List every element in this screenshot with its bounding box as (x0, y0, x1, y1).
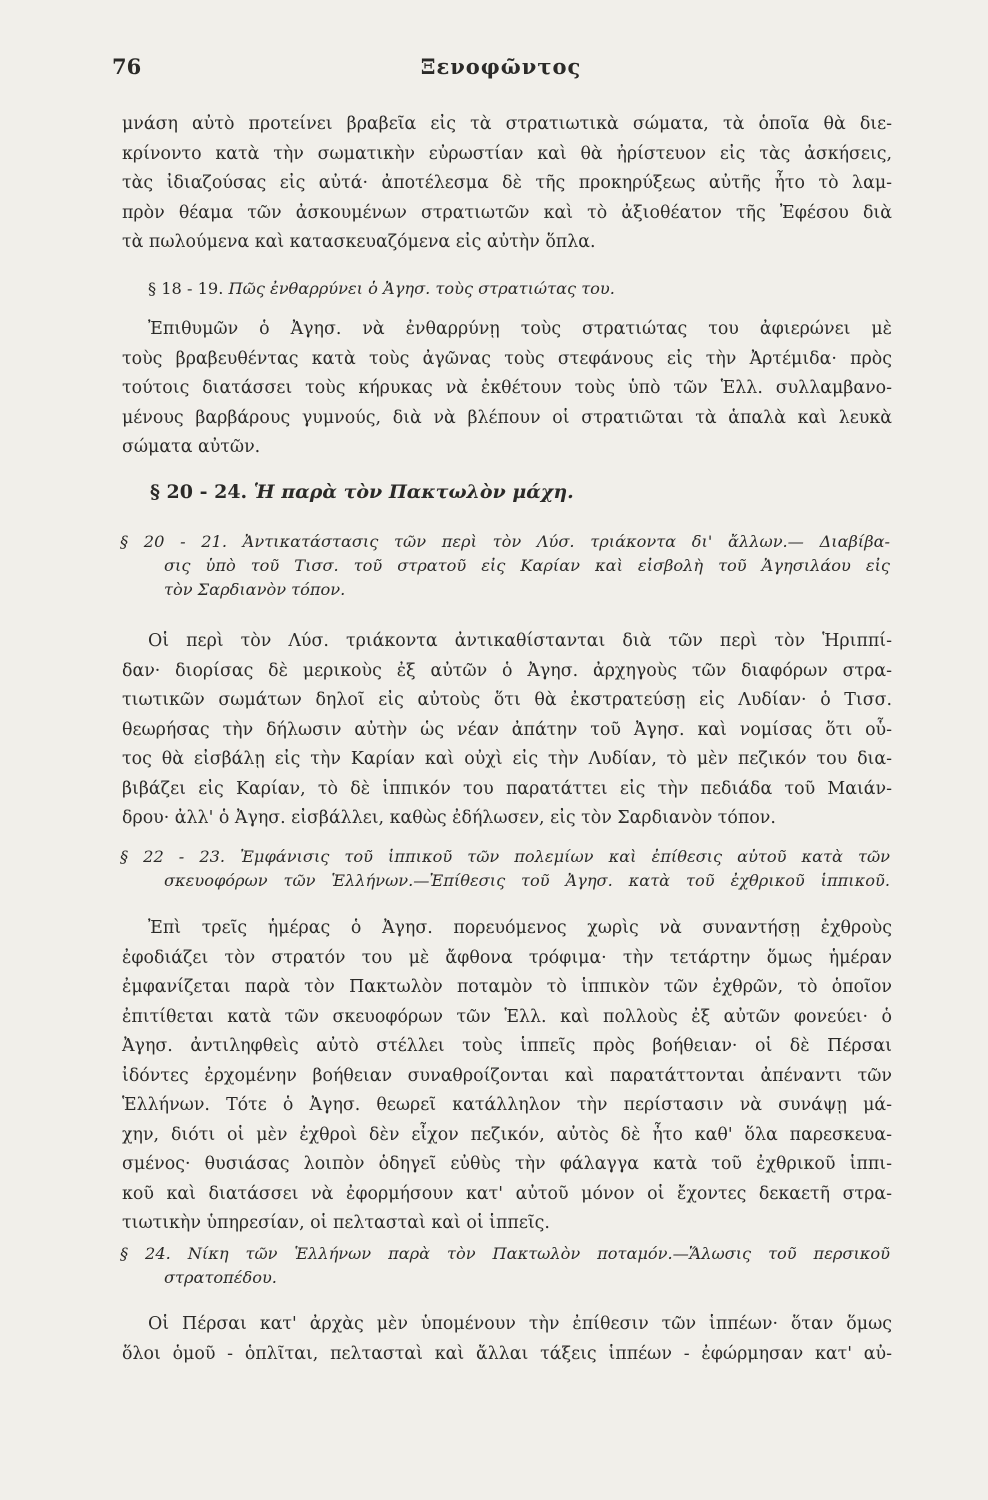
text-line: κοῦ καὶ διατάσσει νὰ ἐφορμήσουν κατ' αὐτοῦ μόνον οἱ ἔχοντες δεκαετῆ στρα- (122, 1183, 892, 1204)
text-line: Ἑλλήνων. Τότε ὁ Ἀγησ. θεωρεῖ κατάλληλον τὴν περίστασιν νὰ συνάψῃ μά- (122, 1095, 892, 1115)
text-line: μένους βαρβάρους γυμνούς, διὰ νὰ βλέπουν οἱ στρατιῶται τὰ ἁπαλὰ καὶ λευκὰ (122, 407, 892, 428)
text-line: τιωτικῶν σωμάτων δηλοῖ εἰς αὐτοὺς ὅτι θὰ ἐκστρατεύσῃ εἰς Λυδίαν· ὁ Τισσ. (122, 690, 892, 710)
paragraph-1 (122, 110, 892, 258)
text-line: ἐπιτίθεται κατὰ τῶν σκευοφόρων τῶν Ἑλλ. καὶ πολλοὺς ἐξ αὐτῶν φονεύει· ὁ (122, 1006, 892, 1027)
text-line: ὅλοι ὁμοῦ - ὁπλῖται, πελτασταὶ καὶ ἄλλαι τάξεις ἱππέων - ἐφώρμησαν κατ' αὐ- (122, 1343, 892, 1364)
section-heading-20-21 (120, 530, 890, 602)
section-heading-24 (120, 1242, 890, 1290)
text-line: πρὸν θέαμα τῶν ἀσκουμένων στρατιωτῶν καὶ τὸ ἀξιοθέατον τῆς Ἐφέσου διὰ (122, 202, 892, 223)
paragraph-3 (122, 627, 892, 834)
text-line: Ἀγησ. ἀντιληφθεὶς αὐτὸ στέλλει τοὺς ἱππεῖς πρὸς βοήθειαν· οἱ δὲ Πέρσαι (122, 1036, 892, 1056)
text-line: δρου· ἀλλ' ὁ Ἀγησ. εἰσβάλλει, καθὼς ἐδήλωσεν, εἰς τὸν Σαρδιανὸν τόπον. (122, 808, 776, 828)
text-line: Οἱ περὶ τὸν Λύσ. τριάκοντα ἀντικαθίστανται διὰ τῶν περὶ τὸν Ἡριππί- (148, 631, 892, 651)
heading-line: § 22 - 23. Ἐμφάνισις τοῦ ἱππικοῦ τῶν πολεμίων καὶ ἐπίθεσις αὐτοῦ κατὰ τῶν (120, 847, 890, 866)
heading-line: σις ὑπὸ τοῦ Τισσ. τοῦ στρατοῦ εἰς Καρίαν καὶ εἰσβολὴ τοῦ Ἀγησιλάου εἰς (164, 556, 890, 575)
page-number: 76 (112, 54, 142, 79)
heading-line: στρατοπέδου. (164, 1268, 277, 1287)
text-line: σμένος· θυσιάσας λοιπὸν ὁδηγεῖ εὐθὺς τὴν φάλαγγα κατὰ τοῦ ἐχθρικοῦ ἱππι- (122, 1154, 892, 1174)
section-heading-18-19 (148, 279, 615, 298)
text-line: τὰ πωλούμενα καὶ κατασκευαζόμενα εἰς αὐτὴν ὅπλα. (122, 232, 596, 252)
text-line: Ἐπὶ τρεῖς ἡμέρας ὁ Ἀγησ. πορευόμενος χωρὶς νὰ συναντήσῃ ἐχθροὺς (148, 918, 892, 938)
text-line: μνάση αὐτὸ προτείνει βραβεῖα εἰς τὰ στρατιωτικὰ σώματα, τὰ ὁποῖα θὰ διε- (122, 114, 892, 134)
paragraph-4 (122, 914, 892, 1239)
section-title: Πῶς ἐνθαρρύνει ὁ Ἀγησ. τοὺς στρατιώτας του. (228, 279, 615, 298)
chapter-heading-20-24 (150, 481, 574, 503)
text-line: δαν· διορίσας δὲ μερικοὺς ἐξ αὐτῶν ὁ Ἀγησ. ἀρχηγοὺς τῶν διαφόρων στρα- (122, 660, 892, 681)
text-line: ἐμφανίζεται παρὰ τὸν Πακτωλὸν ποταμὸν τὸ ἱππικὸν τῶν ἐχθρῶν, τὸ ὁποῖον (122, 977, 892, 997)
text-line: τοὺς βραβευθέντας κατὰ τοὺς ἀγῶνας τοὺς στεφάνους εἰς τὴν Ἀρτέμιδα· πρὸς (122, 348, 892, 369)
heading-line: § 20 - 21. Ἀντικατάστασις τῶν περὶ τὸν Λύσ. τριάκοντα δι' ἄλλων.— Διαβίβα- (120, 532, 890, 551)
text-line: τιωτικὴν ὑπηρεσίαν, οἱ πελτασταὶ καὶ οἱ ἱππεῖς. (122, 1213, 550, 1233)
heading-line: τὸν Σαρδιανὸν τόπον. (164, 580, 346, 599)
text-line: τὰς ἰδιαζούσας εἰς αὐτά· ἀποτέλεσμα δὲ τῆς προκηρύξεως αὐτῆς ἦτο τὸ λαμ- (122, 173, 892, 193)
text-line: χην, διότι οἱ μὲν ἐχθροὶ δὲν εἶχον πεζικόν, αὐτὸς δὲ ἦτο καθ' ὅλα παρεσκευα- (122, 1124, 892, 1145)
section-heading-22-23 (120, 845, 890, 893)
page-header (112, 54, 890, 86)
text-line: τος θὰ εἰσβάλῃ εἰς τὴν Καρίαν καὶ οὐχὶ εἰς τὴν Λυδίαν, τὸ μὲν πεζικόν του δια- (122, 749, 892, 769)
text-line: σώματα αὐτῶν. (122, 437, 261, 457)
text-line: ἰδόντες ἐρχομένην βοήθειαν συναθροίζονται καὶ παρατάττονται ἀπέναντι τῶν (122, 1065, 892, 1086)
section-number: § 18 - 19. (148, 279, 224, 298)
paragraph-5 (122, 1310, 892, 1369)
running-head: Ξενοφῶντος (420, 54, 582, 79)
text-line: τούτοις διατάσσει τοὺς κήρυκας νὰ ἐκθέτουν τοὺς ὑπὸ τῶν Ἑλλ. συλλαμβανο- (122, 378, 892, 398)
heading-line: σκευοφόρων τῶν Ἑλλήνων.—Ἐπίθεσις τοῦ Ἀγησ. κατὰ τοῦ ἐχθρικοῦ ἱππικοῦ. (164, 871, 890, 890)
heading-line: § 24. Νίκη τῶν Ἑλλήνων παρὰ τὸν Πακτωλὸν ποταμόν.—Ἅλωσις τοῦ περσικοῦ (120, 1244, 890, 1263)
text-line: Ἐπιθυμῶν ὁ Ἀγησ. νὰ ἐνθαρρύνῃ τοὺς στρατιώτας του ἀφιερώνει μὲ (148, 319, 892, 339)
text-line: βιβάζει εἰς Καρίαν, τὸ δὲ ἱππικόν του παρατάττει εἰς τὴν πεδιάδα τοῦ Μαιάν- (122, 778, 892, 799)
text-line: ἐφοδιάζει τὸν στρατόν του μὲ ἄφθονα τρόφιμα· τὴν τετάρτην ὅμως ἡμέραν (122, 947, 892, 968)
text-line: Οἱ Πέρσαι κατ' ἀρχὰς μὲν ὑπομένουν τὴν ἐπίθεσιν τῶν ἱππέων· ὅταν ὅμως (148, 1314, 892, 1334)
text-line: θεωρήσας τὴν δήλωσιν αὐτὴν ὡς νέαν ἀπάτην τοῦ Ἀγησ. καὶ νομίσας ὅτι οὗ- (122, 719, 892, 740)
paragraph-2 (122, 315, 892, 463)
section-title: Ἡ παρὰ τὸν Πακτωλὸν μάχη. (253, 481, 574, 503)
text-line: κρίνοντο κατὰ τὴν σωματικὴν εὐρωστίαν καὶ θὰ ἠρίστευον εἰς τὰς ἀσκήσεις, (122, 143, 892, 164)
section-number: § 20 - 24. (150, 481, 248, 503)
